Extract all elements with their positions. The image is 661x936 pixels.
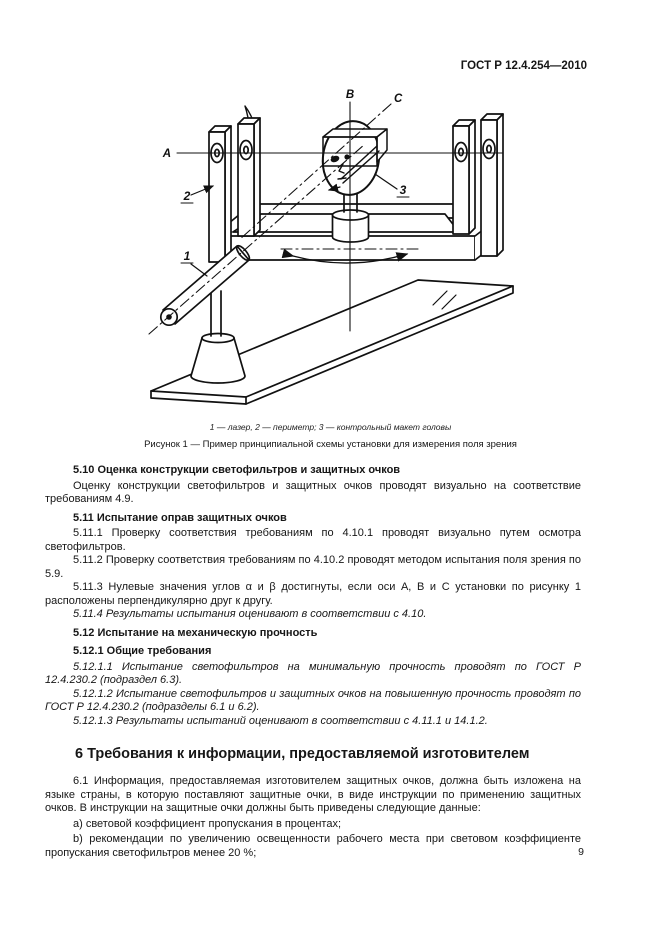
heading-5-12: 5.12 Испытание на механическую прочность — [73, 626, 318, 639]
para-5-12-1-3: 5.12.1.3 Результаты испытаний оценивают в соответствии с 4.11.1 и 14.1.2. — [73, 714, 488, 727]
figure-caption: Рисунок 1 — Пример принципиальной схемы установки для измерения поля зрения — [144, 439, 517, 450]
part-1-label: 1 — [183, 248, 190, 263]
para-5-10: Оценку конструкции светофильтров и защитных очков проводят визуально на соответствие требованиям 4.9. — [45, 479, 581, 505]
para-5-12-1-1: 5.12.1.1 Испытание светофильтров на минимальную прочность проводят по ГОСТ Р 12.4.230.2 (подраздел 6.3). — [45, 660, 581, 686]
figure-legend: 1 — лазер, 2 — периметр; 3 — контрольный макет головы — [209, 422, 452, 432]
para-5-11-1: 5.11.1 Проверку соответствия требованиям по 4.10.1 проводят визуально путем осмотра светофильтров. — [45, 527, 581, 553]
axis-a-label: A — [162, 147, 171, 160]
heading-5-12-1: 5.12.1 Общие требования — [73, 645, 212, 657]
part-3-label: 3 — [399, 182, 406, 197]
heading-6: 6 Требования к информации, предоставляемой изготовителем — [75, 746, 530, 762]
standard-number-header: ГОСТ Р 12.4.254—2010 — [460, 60, 587, 72]
list-item-b: b) рекомендации по увеличению освещенности рабочего места при световом коэффициенте пропускания светофильтров менее 20 %; — [45, 833, 581, 859]
part-2-label: 2 — [183, 188, 190, 203]
heading-5-10: 5.10 Оценка конструкции светофильтров и защитных очков — [73, 464, 401, 476]
axis-b-label: B — [345, 88, 354, 101]
para-5-11-3: 5.11.3 Нулевые значения углов α и β достигнуты, если оси А, В и С установки по рисунку 1 расположены перпендикулярно друг к другу. — [45, 581, 581, 607]
laser-drawing — [160, 243, 251, 382]
para-5-12-1-2: 5.12.1.2 Испытание светофильтров и защитных очков на повышенную прочность проводят по ГОСТ Р 12.4.230.2 (подразделы 6.1 и 6.2). — [45, 687, 581, 713]
list-item-a: a) световой коэффициент пропускания в процентах; — [73, 817, 342, 830]
para-5-11-4: 5.11.4 Результаты испытания оценивают в соответствии с 4.10. — [73, 608, 427, 620]
axis-c-label: C — [393, 92, 402, 105]
document-body — [0, 464, 661, 860]
page-number: 9 — [578, 846, 584, 858]
heading-5-11: 5.11 Испытание оправ защитных очков — [73, 511, 287, 524]
para-6-1: 6.1 Информация, предоставляемая изготовителем защитных очков, должна быть изложена на языке страны, в которую поставляют защитные очки, в виде инструкции по применению защитных очков. В инструкции на защитные очки должны быть приведены следующие данные: — [45, 775, 581, 814]
figure-1-diagram — [141, 86, 521, 416]
para-5-11-2: 5.11.2 Проверку соответствия требованиям по 4.10.2 проводят методом испытания поля зрения по 5.9. — [45, 554, 581, 580]
figure-1 — [0, 86, 661, 451]
